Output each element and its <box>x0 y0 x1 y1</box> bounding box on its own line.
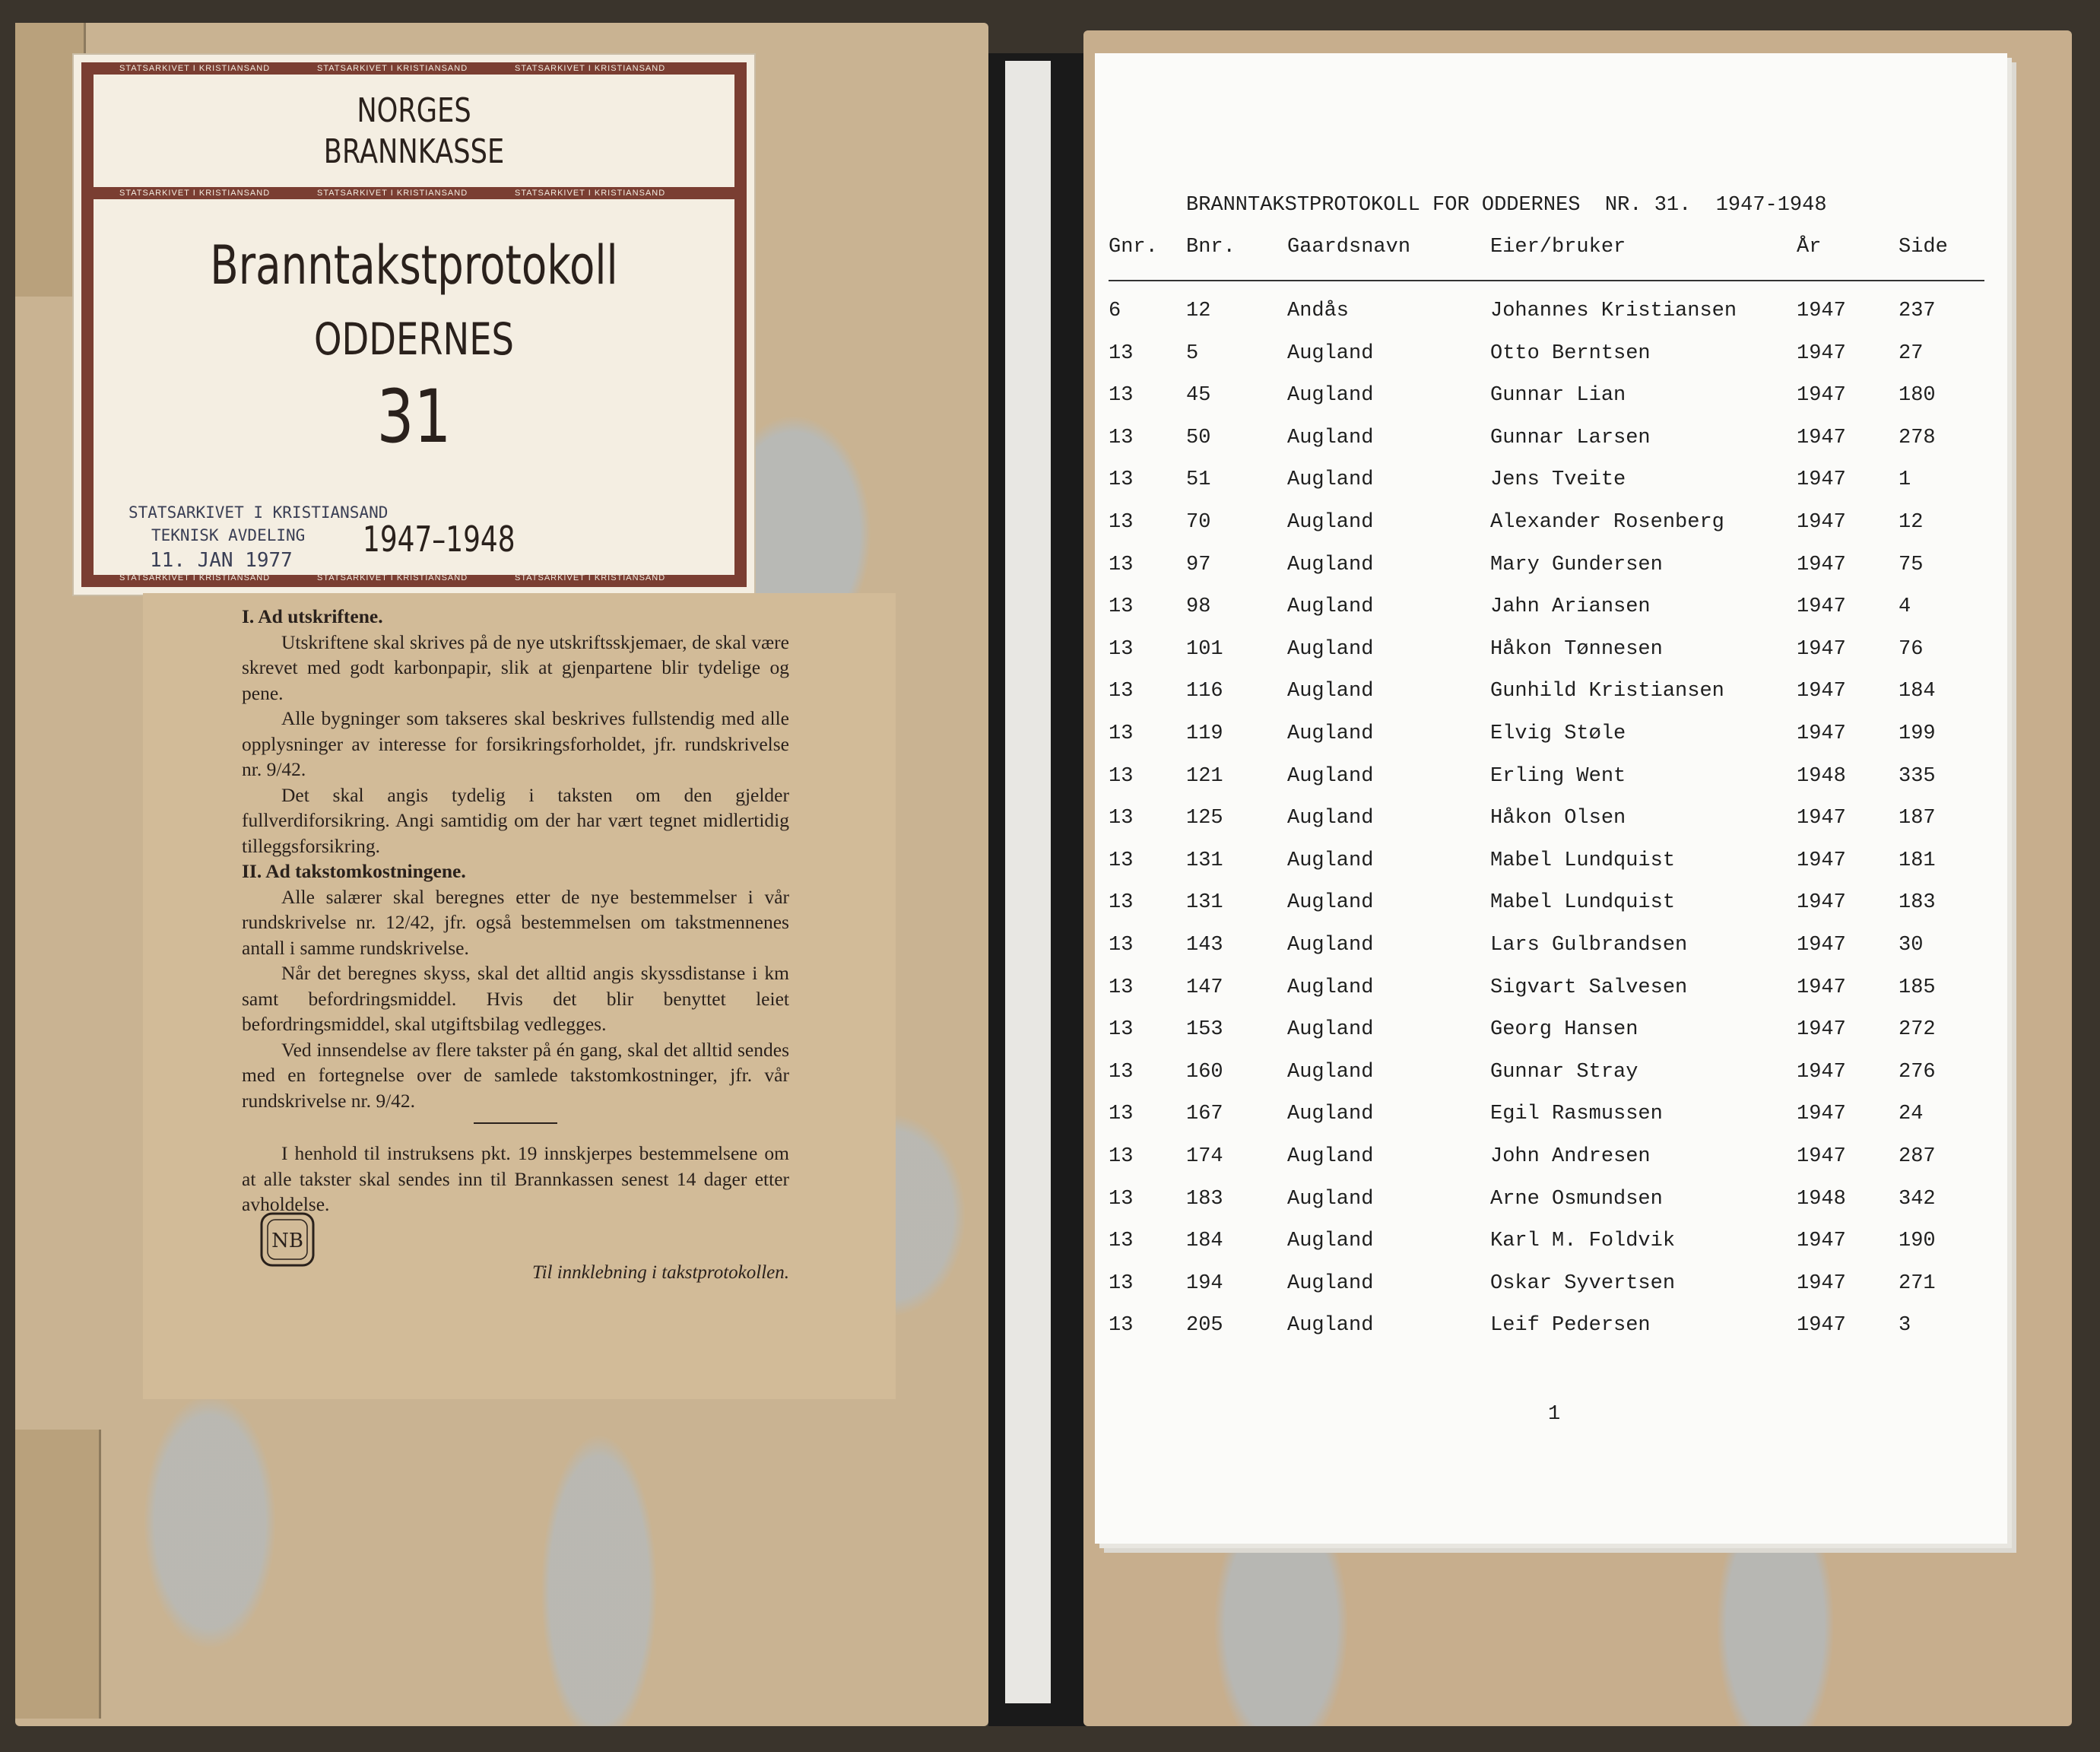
section2-heading: II. Ad takstomkostningene. <box>242 860 466 882</box>
frame-text-top: STATSARKIVET I KRISTIANSAND <box>515 64 666 73</box>
cell-bnr: 70 <box>1186 511 1211 534</box>
cell-eier: Karl M. Foldvik <box>1490 1230 1676 1252</box>
cell-side: 271 <box>1899 1272 1936 1295</box>
cell-side: 27 <box>1899 342 1924 365</box>
cell-side: 278 <box>1899 427 1936 449</box>
cell-gaardsnavn: Augland <box>1287 807 1374 830</box>
frame-text-middle: STATSARKIVET I KRISTIANSAND <box>119 189 271 198</box>
cell-aar: 1947 <box>1797 807 1846 830</box>
cell-eier: Gunnar Lian <box>1490 384 1626 407</box>
cell-gnr: 13 <box>1109 342 1134 365</box>
cell-eier: Arne Osmundsen <box>1490 1188 1663 1211</box>
cell-side: 3 <box>1899 1314 1911 1337</box>
cell-aar: 1947 <box>1797 680 1846 703</box>
cell-aar: 1948 <box>1797 765 1846 788</box>
seal-letters: NB <box>271 1230 303 1252</box>
cell-aar: 1947 <box>1797 722 1846 745</box>
cell-gnr: 13 <box>1109 554 1134 576</box>
cell-aar: 1947 <box>1797 595 1846 618</box>
cell-gaardsnavn: Augland <box>1287 722 1374 745</box>
cell-aar: 1947 <box>1797 468 1846 491</box>
cell-gaardsnavn: Augland <box>1287 765 1374 788</box>
col-header-gnr: Gnr. <box>1109 236 1158 259</box>
cell-gaardsnavn: Augland <box>1287 1018 1374 1041</box>
cell-bnr: 116 <box>1186 680 1223 703</box>
cell-gaardsnavn: Augland <box>1287 1272 1374 1295</box>
cell-side: 184 <box>1899 680 1936 703</box>
cell-aar: 1947 <box>1797 976 1846 999</box>
cell-gnr: 13 <box>1109 680 1134 703</box>
cell-aar: 1947 <box>1797 554 1846 576</box>
col-header-eier: Eier/bruker <box>1490 236 1626 259</box>
cell-gaardsnavn: Augland <box>1287 468 1374 491</box>
cell-eier: Mary Gundersen <box>1490 554 1663 576</box>
cell-gnr: 13 <box>1109 1103 1134 1125</box>
cell-eier: Erling Went <box>1490 765 1626 788</box>
cell-aar: 1947 <box>1797 638 1846 661</box>
cell-aar: 1947 <box>1797 427 1846 449</box>
section1-paragraph: Alle bygninger som takseres skal beskrives fullstendig med alle opplysninger av interesse for forsikringsforholdet, jfr. rundskrivelse nr. 9/42. <box>242 707 789 780</box>
header-rule <box>1109 280 1984 281</box>
cell-aar: 1947 <box>1797 384 1846 407</box>
section1-heading: I. Ad utskriftene. <box>242 605 383 627</box>
label-org-line1: NORGES <box>357 91 471 130</box>
cell-bnr: 205 <box>1186 1314 1223 1337</box>
cell-bnr: 153 <box>1186 1018 1223 1041</box>
cell-bnr: 167 <box>1186 1103 1223 1125</box>
cell-gnr: 13 <box>1109 384 1134 407</box>
cell-side: 1 <box>1899 468 1911 491</box>
cell-aar: 1948 <box>1797 1188 1846 1211</box>
cell-side: 335 <box>1899 765 1936 788</box>
cell-side: 30 <box>1899 934 1924 957</box>
spine-tape <box>1005 61 1051 1703</box>
instruction-text <box>242 604 789 1217</box>
cell-eier: Lars Gulbrandsen <box>1490 934 1688 957</box>
cell-gnr: 13 <box>1109 1145 1134 1168</box>
cell-aar: 1947 <box>1797 891 1846 914</box>
cell-eier: Otto Berntsen <box>1490 342 1651 365</box>
list-title: BRANNTAKSTPROTOKOLL FOR ODDERNES NR. 31. 1947-1948 <box>1186 194 1827 217</box>
frame-text-middle: STATSARKIVET I KRISTIANSAND <box>317 189 468 198</box>
label-number: 31 <box>376 374 452 459</box>
cell-gaardsnavn: Augland <box>1287 1145 1374 1168</box>
cell-aar: 1947 <box>1797 1272 1846 1295</box>
cell-eier: Håkon Olsen <box>1490 807 1626 830</box>
cell-gnr: 13 <box>1109 1061 1134 1084</box>
cell-aar: 1947 <box>1797 1061 1846 1084</box>
label-place: ODDERNES <box>313 313 515 365</box>
brannkasse-seal-icon <box>257 1209 318 1270</box>
cell-bnr: 194 <box>1186 1272 1223 1295</box>
closing-paragraph: I henhold til instruksens pkt. 19 innskjerpes bestemmelsene om at alle takster skal sendes inn til Brannkassen senest 14 dager etter avholdelse. <box>242 1142 789 1215</box>
cell-gnr: 13 <box>1109 511 1134 534</box>
cell-side: 76 <box>1899 638 1924 661</box>
cell-gnr: 13 <box>1109 427 1134 449</box>
cell-gaardsnavn: Augland <box>1287 1314 1374 1337</box>
cell-aar: 1947 <box>1797 934 1846 957</box>
cell-bnr: 121 <box>1186 765 1223 788</box>
cell-aar: 1947 <box>1797 300 1846 322</box>
cell-eier: Alexander Rosenberg <box>1490 511 1724 534</box>
frame-text-bottom: STATSARKIVET I KRISTIANSAND <box>119 573 271 582</box>
cell-bnr: 12 <box>1186 300 1211 322</box>
cell-bnr: 97 <box>1186 554 1211 576</box>
cloth-corner-bottom <box>15 1430 101 1719</box>
cell-eier: Mabel Lundquist <box>1490 849 1676 872</box>
cell-side: 272 <box>1899 1018 1936 1041</box>
archive-stamp-date: 11. JAN 1977 <box>150 549 293 572</box>
cell-gaardsnavn: Augland <box>1287 1230 1374 1252</box>
label-title: Branntakstprotokoll <box>210 234 618 297</box>
section2-paragraph: Ved innsendelse av flere takster på én gang, skal det alltid sendes med en fortegnelse over de samlede takstomkostninger, jfr. vår rundskrivelse nr. 9/42. <box>242 1038 789 1112</box>
cell-gnr: 13 <box>1109 849 1134 872</box>
cell-aar: 1947 <box>1797 1145 1846 1168</box>
cell-gnr: 13 <box>1109 595 1134 618</box>
cell-gaardsnavn: Andås <box>1287 300 1350 322</box>
cell-bnr: 174 <box>1186 1145 1223 1168</box>
cell-gnr: 13 <box>1109 722 1134 745</box>
section2-paragraph: Når det beregnes skyss, skal det alltid angis skyssdistanse i km samt befordringsmiddel. Hvis det blir benyttet leiet befordringsmiddel, skal utgiftsbilag vedlegges. <box>242 962 789 1035</box>
cell-aar: 1947 <box>1797 511 1846 534</box>
page-number: 1 <box>1548 1403 1561 1426</box>
cell-aar: 1947 <box>1797 849 1846 872</box>
cell-side: 199 <box>1899 722 1936 745</box>
instruction-footer: Til innklebning i takstprotokollen. <box>532 1262 789 1283</box>
cell-gnr: 13 <box>1109 891 1134 914</box>
cell-gaardsnavn: Augland <box>1287 1103 1374 1125</box>
cell-eier: Sigvart Salvesen <box>1490 976 1688 999</box>
cell-gnr: 13 <box>1109 1314 1134 1337</box>
cell-eier: Gunhild Kristiansen <box>1490 680 1724 703</box>
cell-eier: Egil Rasmussen <box>1490 1103 1663 1125</box>
cell-gaardsnavn: Augland <box>1287 849 1374 872</box>
cell-gaardsnavn: Augland <box>1287 1188 1374 1211</box>
cell-gaardsnavn: Augland <box>1287 934 1374 957</box>
cell-gaardsnavn: Augland <box>1287 427 1374 449</box>
cell-gnr: 13 <box>1109 638 1134 661</box>
cell-aar: 1947 <box>1797 1230 1846 1252</box>
cell-gnr: 13 <box>1109 765 1134 788</box>
instruction-sheet <box>143 593 896 1399</box>
cell-side: 24 <box>1899 1103 1924 1125</box>
cell-gnr: 13 <box>1109 934 1134 957</box>
cell-gaardsnavn: Augland <box>1287 1061 1374 1084</box>
cell-bnr: 125 <box>1186 807 1223 830</box>
cell-gaardsnavn: Augland <box>1287 342 1374 365</box>
cell-side: 183 <box>1899 891 1936 914</box>
cell-bnr: 184 <box>1186 1230 1223 1252</box>
cell-eier: Gunnar Larsen <box>1490 427 1651 449</box>
frame-text-top: STATSARKIVET I KRISTIANSAND <box>317 64 468 73</box>
cell-aar: 1947 <box>1797 1103 1846 1125</box>
cell-gaardsnavn: Augland <box>1287 891 1374 914</box>
frame-text-middle: STATSARKIVET I KRISTIANSAND <box>515 189 666 198</box>
cell-gnr: 13 <box>1109 1188 1134 1211</box>
cell-bnr: 131 <box>1186 849 1223 872</box>
cell-bnr: 160 <box>1186 1061 1223 1084</box>
cell-side: 190 <box>1899 1230 1936 1252</box>
cell-side: 180 <box>1899 384 1936 407</box>
cell-eier: Leif Pedersen <box>1490 1314 1651 1337</box>
frame-text-bottom: STATSARKIVET I KRISTIANSAND <box>515 573 666 582</box>
section1-paragraph: Det skal angis tydelig i taksten om den gjelder fullverdiforsikring. Angi samtidig om der har vært tegnet midlertidig tilleggsforsikring. <box>242 783 789 857</box>
label-org-line2: BRANNKASSE <box>323 132 505 171</box>
cell-bnr: 183 <box>1186 1188 1223 1211</box>
cell-side: 287 <box>1899 1145 1936 1168</box>
cell-eier: Elvig Støle <box>1490 722 1626 745</box>
cell-bnr: 5 <box>1186 342 1199 365</box>
label-years: 1947–1948 <box>363 519 515 560</box>
col-header-bnr: Bnr. <box>1186 236 1236 259</box>
cell-side: 12 <box>1899 511 1924 534</box>
cell-side: 342 <box>1899 1188 1936 1211</box>
cell-side: 185 <box>1899 976 1936 999</box>
frame-text-bottom: STATSARKIVET I KRISTIANSAND <box>317 573 468 582</box>
cell-bnr: 50 <box>1186 427 1211 449</box>
cell-gaardsnavn: Augland <box>1287 595 1374 618</box>
cell-eier: Johannes Kristiansen <box>1490 300 1737 322</box>
cell-gnr: 13 <box>1109 1018 1134 1041</box>
cell-gnr: 13 <box>1109 468 1134 491</box>
frame-text-top: STATSARKIVET I KRISTIANSAND <box>119 64 271 73</box>
cell-eier: Gunnar Stray <box>1490 1061 1638 1084</box>
cell-gaardsnavn: Augland <box>1287 680 1374 703</box>
cell-gaardsnavn: Augland <box>1287 511 1374 534</box>
cell-eier: Jahn Ariansen <box>1490 595 1651 618</box>
cell-eier: Håkon Tønnesen <box>1490 638 1663 661</box>
archive-label <box>72 53 756 596</box>
cell-eier: Mabel Lundquist <box>1490 891 1676 914</box>
cell-side: 237 <box>1899 300 1936 322</box>
section2-paragraph: Alle salærer skal beregnes etter de nye bestemmelser i vår rundskrivelse nr. 12/42, jfr. også bestemmelsen om takstmennenes antall i samme rundskrivelse. <box>242 885 789 959</box>
cell-gaardsnavn: Augland <box>1287 384 1374 407</box>
cell-eier: Jens Tveite <box>1490 468 1626 491</box>
cell-bnr: 131 <box>1186 891 1223 914</box>
cell-gnr: 13 <box>1109 1272 1134 1295</box>
cell-bnr: 101 <box>1186 638 1223 661</box>
cell-gaardsnavn: Augland <box>1287 554 1374 576</box>
cell-side: 187 <box>1899 807 1936 830</box>
cell-bnr: 98 <box>1186 595 1211 618</box>
cell-aar: 1947 <box>1797 1314 1846 1337</box>
cell-side: 276 <box>1899 1061 1936 1084</box>
archive-stamp-line2: TEKNISK AVDELING <box>151 526 306 544</box>
section-divider <box>474 1122 557 1124</box>
cell-gnr: 13 <box>1109 807 1134 830</box>
col-header-aar: År <box>1797 236 1822 259</box>
cell-gaardsnavn: Augland <box>1287 976 1374 999</box>
cell-aar: 1947 <box>1797 1018 1846 1041</box>
cell-bnr: 45 <box>1186 384 1211 407</box>
cell-gnr: 13 <box>1109 976 1134 999</box>
cell-gnr: 6 <box>1109 300 1121 322</box>
cell-eier: John Andresen <box>1490 1145 1651 1168</box>
cell-bnr: 143 <box>1186 934 1223 957</box>
col-header-side: Side <box>1899 236 1948 259</box>
archive-stamp-line1: STATSARKIVET I KRISTIANSAND <box>128 503 389 522</box>
cell-eier: Oskar Syvertsen <box>1490 1272 1676 1295</box>
col-header-gaardsnavn: Gaardsnavn <box>1287 236 1411 259</box>
cell-gnr: 13 <box>1109 1230 1134 1252</box>
section1-paragraph: Utskriftene skal skrives på de nye utskriftsskjemaer, de skal være skrevet med godt karbonpapir, slik at gjenpartene blir tydelige og pene. <box>242 630 789 704</box>
cell-eier: Georg Hansen <box>1490 1018 1638 1041</box>
cell-aar: 1947 <box>1797 342 1846 365</box>
cell-side: 181 <box>1899 849 1936 872</box>
cell-bnr: 51 <box>1186 468 1211 491</box>
cell-side: 75 <box>1899 554 1924 576</box>
cell-bnr: 147 <box>1186 976 1223 999</box>
cell-gaardsnavn: Augland <box>1287 638 1374 661</box>
cell-side: 4 <box>1899 595 1911 618</box>
cell-bnr: 119 <box>1186 722 1223 745</box>
